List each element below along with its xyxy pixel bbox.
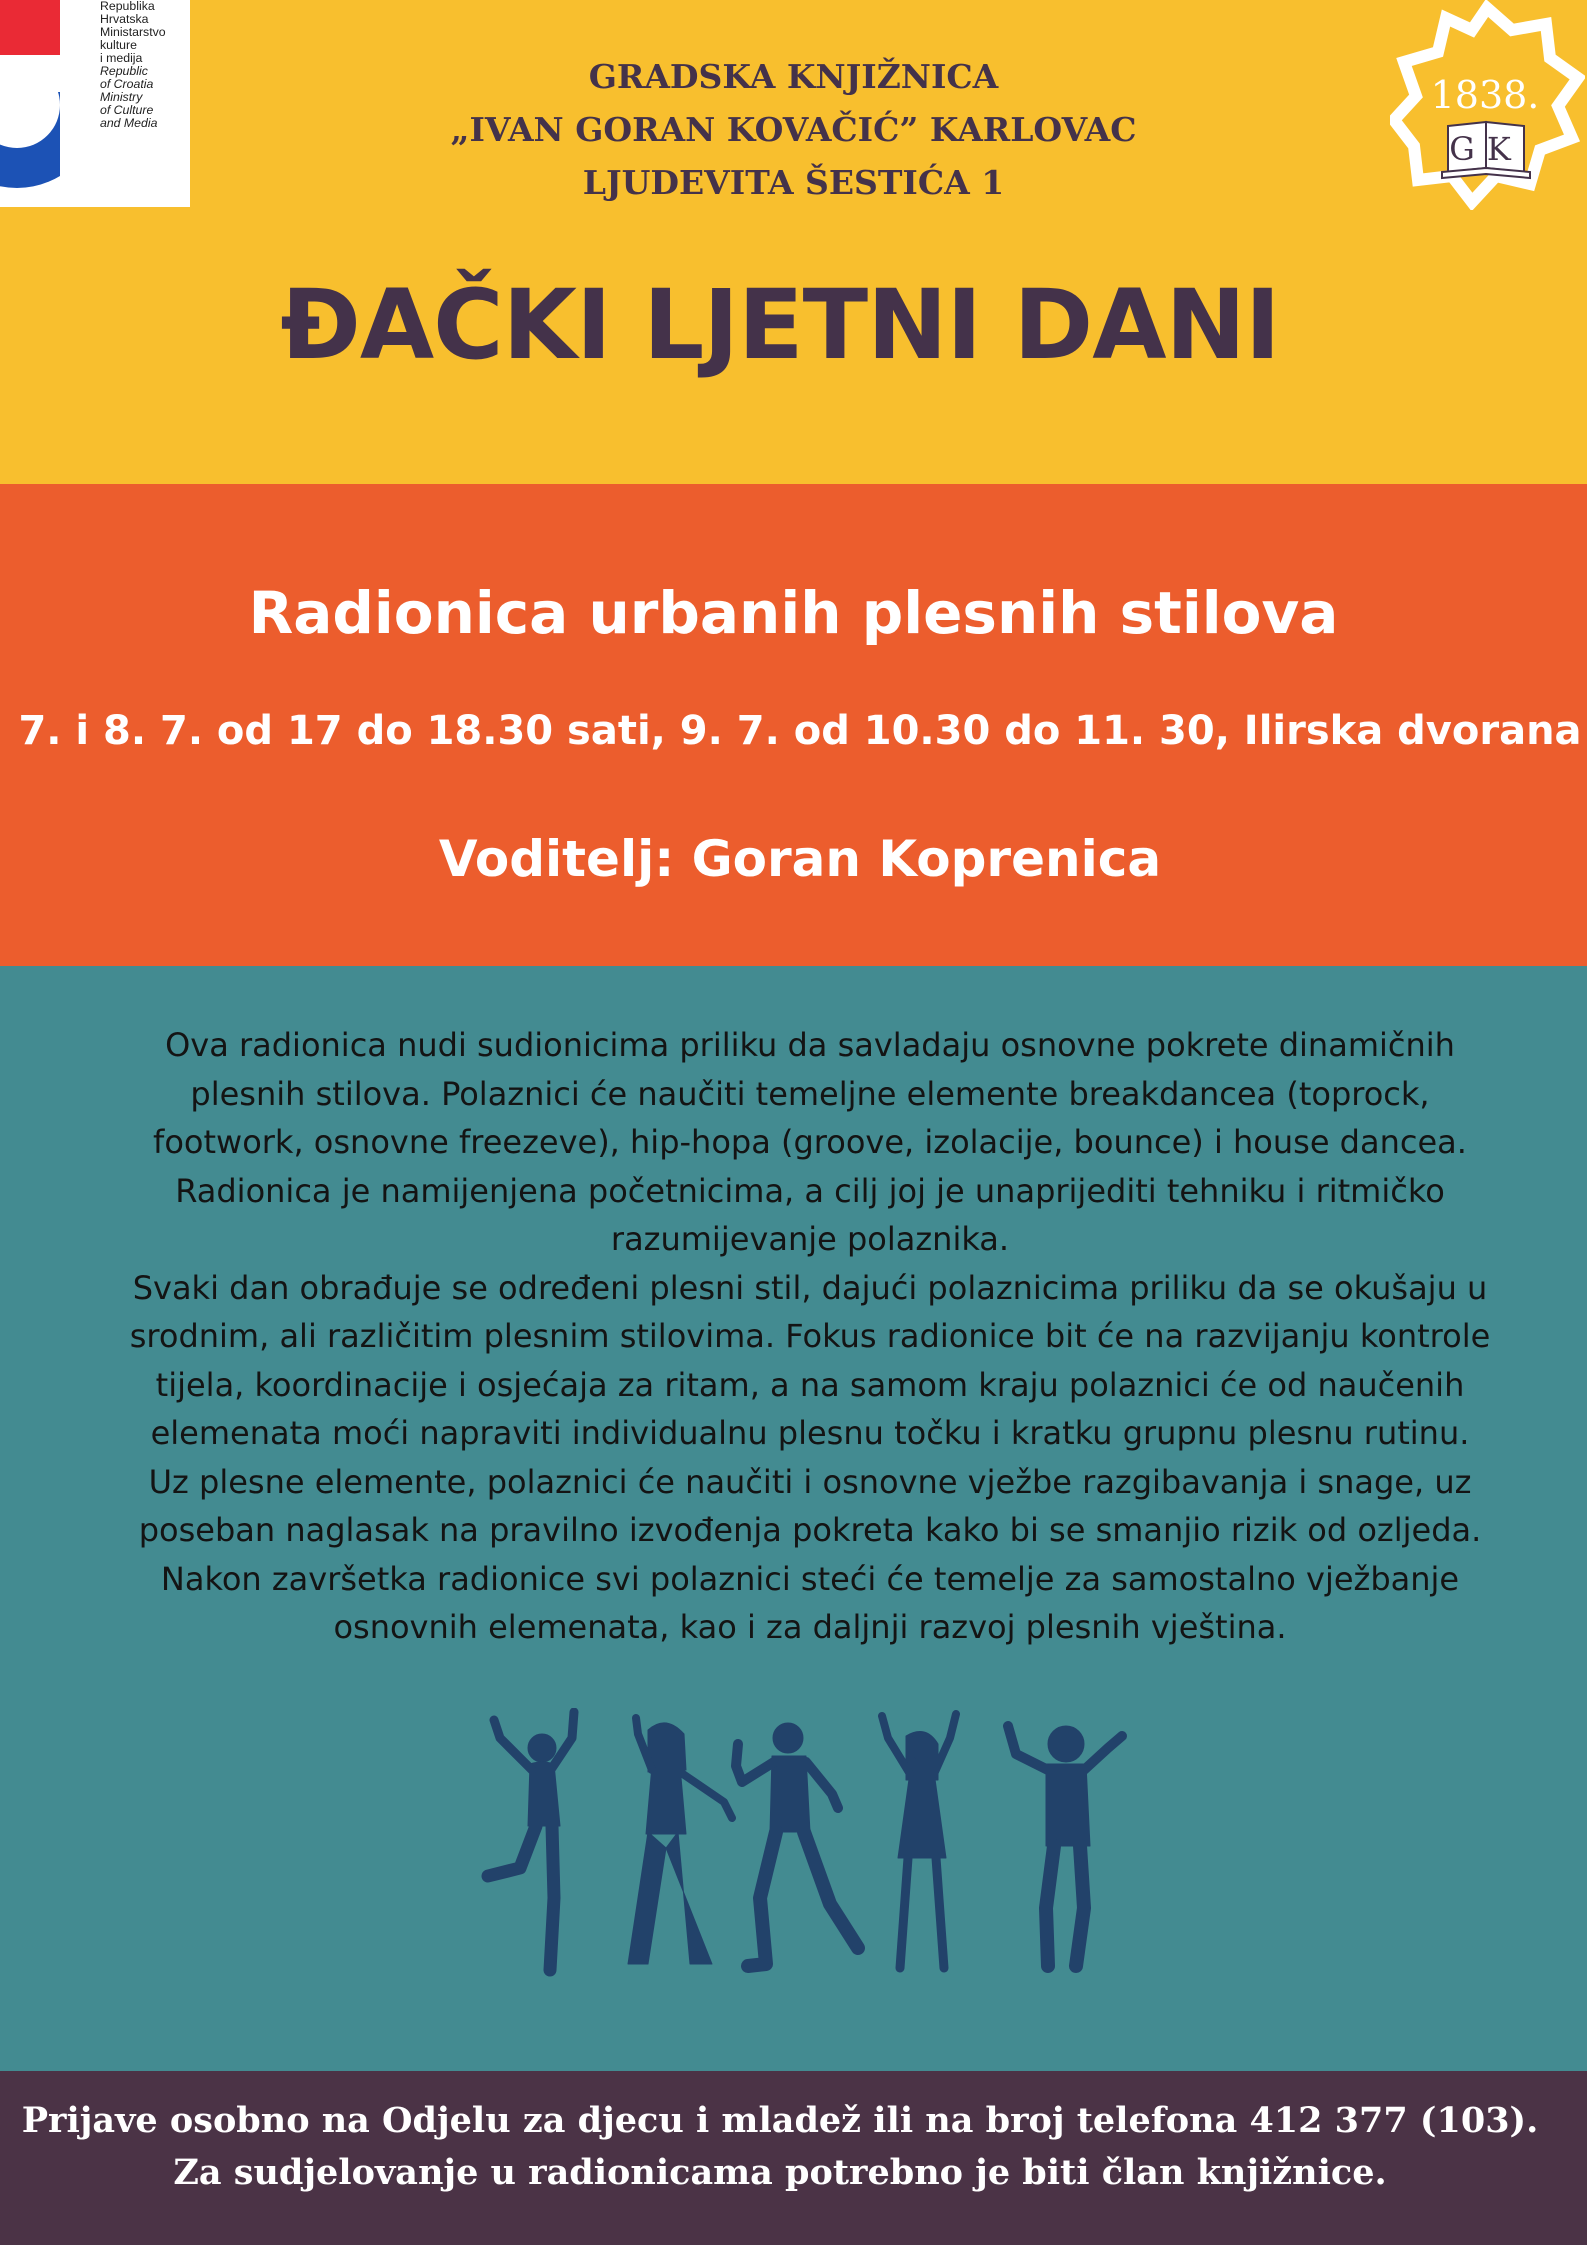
fortress-star-book-icon [1390, 0, 1585, 210]
description-line: razumijevanje polaznika. [610, 1220, 1010, 1258]
description-line: Ova radionica nudi sudionicima priliku da savladaju osnovne pokrete dinamičnih [165, 1026, 1455, 1064]
header-section [0, 0, 1587, 484]
dancer-3-silhouette [736, 1723, 858, 1966]
ministry-line: Ministarstvo [100, 25, 166, 39]
ministry-logo-red-mark [0, 0, 60, 55]
ministry-line: Hrvatska [100, 12, 149, 26]
description-line: Svaki dan obrađuje se određeni plesni stil, dajući polaznicima priliku da se okušaju u [132, 1268, 1488, 1307]
workshop-name: Radionica urbanih plesnih stilova [248, 579, 1339, 647]
ministry-line-en: Ministry [100, 90, 143, 104]
ministry-line: i medija [100, 51, 143, 65]
ministry-line: Republika [100, 0, 155, 13]
ministry-line-en: of Croatia [100, 77, 154, 91]
footer-section [0, 2071, 1587, 2245]
footer-text [0, 2095, 1560, 2199]
footer-line-2: Za sudjelovanje u radionicama potrebno je biti član knjižnice. [173, 2152, 1387, 2193]
seal-letters: GK [1449, 130, 1523, 168]
ministry-line-en: and Media [100, 116, 158, 130]
library-line-3: LJUDEVITA ŠESTIĆA 1 [582, 163, 1005, 202]
workshop-schedule: 7. i 8. 7. od 17 do 18.30 sati, 9. 7. od 10.30 do 11. 30, Ilirska dvorana [18, 708, 1582, 754]
library-name [0, 50, 1587, 209]
description-line: poseban naglasak na pravilno izvođenja pokreta kako bi se smanjio rizik od ozljeda. [138, 1511, 1482, 1549]
description-line: Radionica je namijenjena početnicima, a cilj joj je unaprijediti tehniku i ritmičko [175, 1171, 1445, 1210]
dancing-people-silhouettes-icon [480, 1708, 1130, 1978]
description-line: osnovnih elemenata, kao i za daljnji razvoj plesnih vještina. [333, 1608, 1287, 1646]
dancer-1-silhouette [488, 1712, 574, 1970]
description-line: tijela, koordinacije i osjećaja za ritam, a na samom kraju polaznici će od naučenih [155, 1365, 1465, 1404]
description-line: srodnim, ali različitim plesnim stilovima. Fokus radionice bit će na razvijanju kontrole [129, 1317, 1491, 1355]
dancer-4-silhouette [882, 1714, 956, 1968]
dancer-5-silhouette [1008, 1726, 1122, 1966]
description-line: elemenata moći napraviti individualnu plesnu točku i kratku grupnu plesnu rutinu. [150, 1414, 1470, 1452]
footer-line-1: Prijave osobno na Odjelu za djecu i mladež ili na broj telefona 412 377 (103). [21, 2100, 1539, 2141]
workshop-info-section [0, 484, 1587, 966]
description-section [0, 966, 1587, 2071]
library-line-1: GRADSKA KNJIŽNICA [588, 57, 999, 96]
ministry-line-en: of Culture [100, 103, 154, 117]
description-text [60, 1021, 1560, 1652]
ministry-line: kulture [100, 38, 137, 52]
seal-year: 1838. [1430, 73, 1540, 117]
dancer-2-silhouette [628, 1718, 732, 1964]
library-line-2: „IVAN GORAN KOVAČIĆ” KARLOVAC [450, 110, 1137, 149]
workshop-leader: Voditelj: Goran Koprenica [438, 830, 1162, 888]
description-line: Uz plesne elemente, polaznici će naučiti i osnovne vježbe razgibavanja i snage, uz [148, 1462, 1472, 1501]
description-line: Nakon završetka radionice svi polaznici steći će temelje za samostalno vježbanje [160, 1559, 1460, 1598]
ministry-line-en: Republic [100, 64, 148, 78]
page-title: ĐAČKI LJETNI DANI [280, 269, 1280, 381]
description-line: plesnih stilova. Polaznici će naučiti temeljne elemente breakdancea (toprock, [190, 1074, 1430, 1113]
description-line: footwork, osnovne freezeve), hip-hopa (groove, izolacije, bounce) i house dancea. [153, 1123, 1467, 1161]
